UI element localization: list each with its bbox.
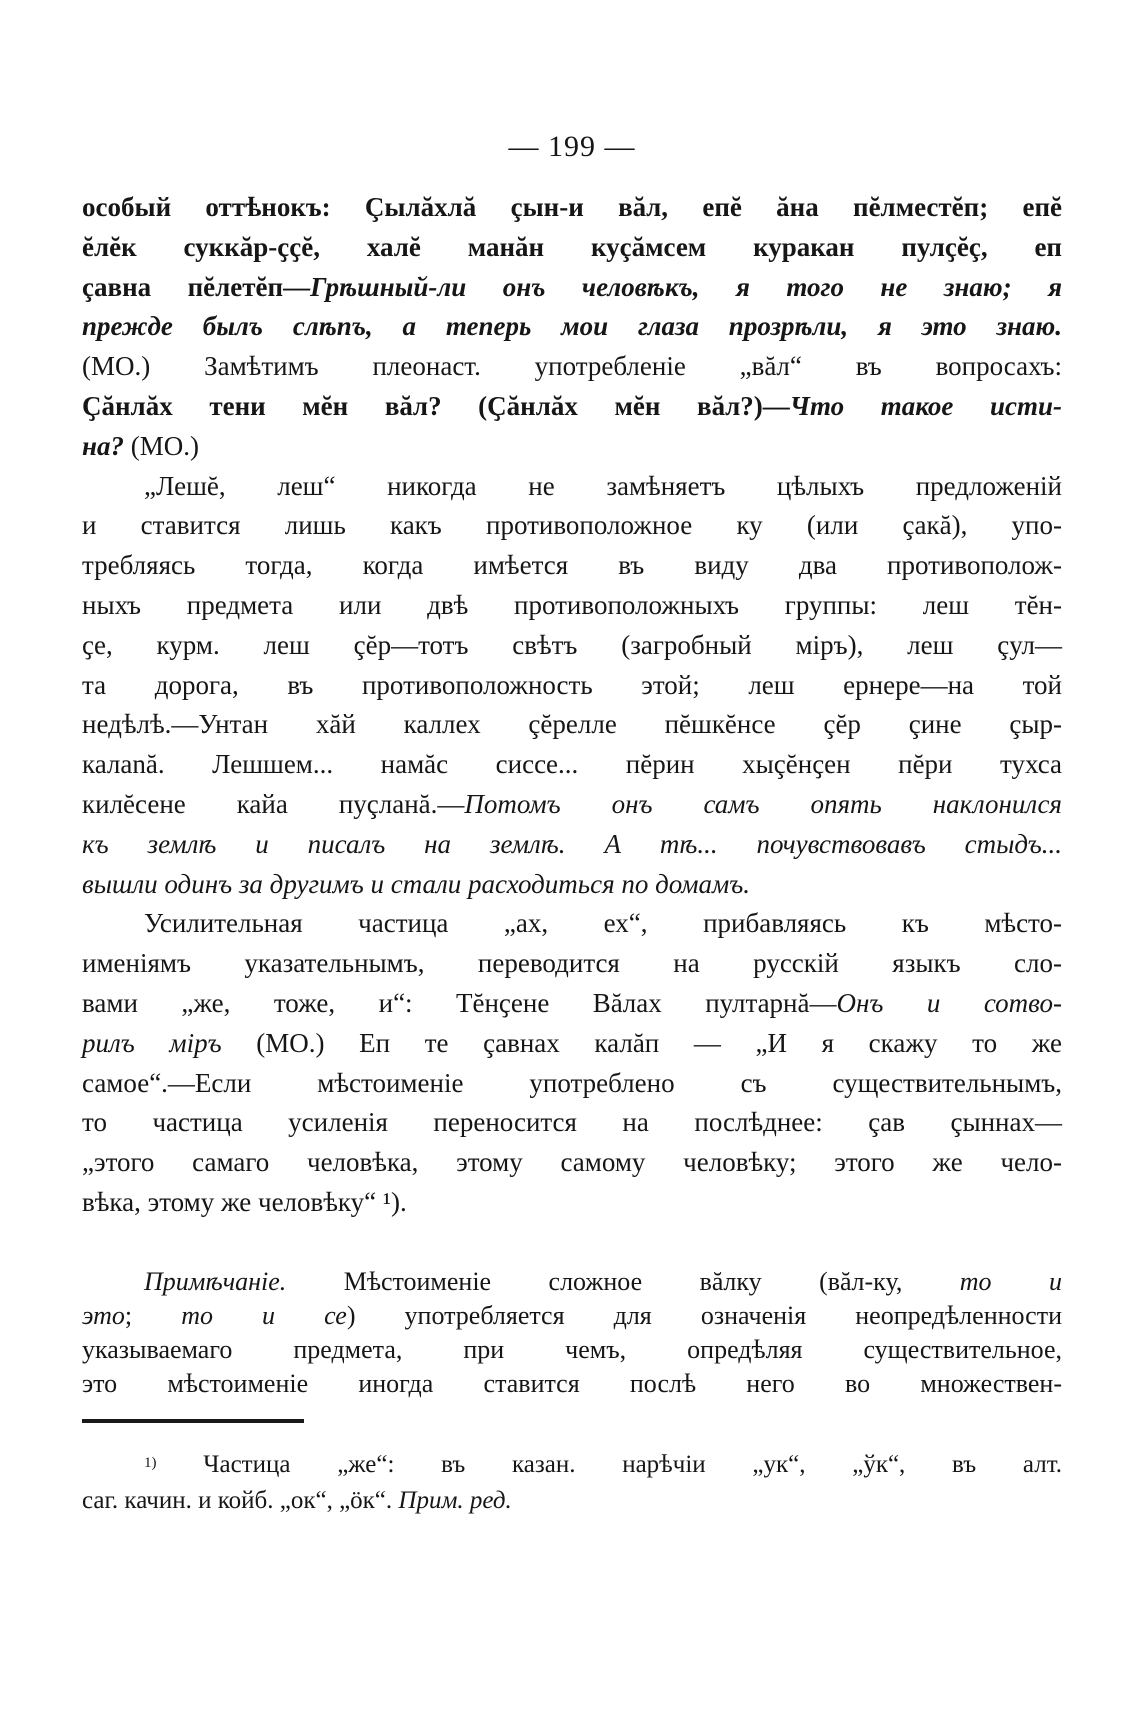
- note-paragraph: [82, 1265, 1062, 1401]
- text-line: самое“.—Если мѣстоименіе употреблено съ существительнымъ,: [82, 1067, 1062, 1098]
- text-run: (МО.): [124, 430, 199, 461]
- text-line: [82, 1265, 1062, 1299]
- footnote-reference[interactable]: ¹).: [376, 1186, 407, 1217]
- text-run: ) употребляется для означенія неопредѣленности: [346, 1300, 1062, 1330]
- text-line: [82, 984, 1062, 1024]
- text-line: ныхъ предмета или двѣ противоположныхъ группы: леш тĕн-: [82, 589, 1062, 620]
- text-line: особый оттѣнокъ: Çылăхлă çын-и вăл, епĕ ăна пĕлместĕп; епĕ: [82, 192, 1062, 222]
- italic-run: рилъ міръ: [82, 1027, 222, 1058]
- text-line: „Лешĕ, леш“ никогда не замѣняетъ цѣлыхъ предложеній: [144, 470, 1062, 501]
- text-line: это мѣстоименіе иногда ставится послѣ него во множествен-: [82, 1368, 1062, 1398]
- text-line: (МО.) Замѣтимъ плеонаст. употребленіе „вăл“ въ вопросахъ:: [82, 351, 1062, 382]
- text-line: указываемаго предмета, при чемъ, опредѣляя существительное,: [82, 1334, 1062, 1364]
- footnote-divider: [82, 1419, 304, 1423]
- italic-run: Прим. ред.: [398, 1486, 512, 1514]
- text-run: (МО.) Еп те çавнах калăп — „И я скажу то же: [221, 1027, 1062, 1058]
- text-line: [82, 1183, 1062, 1223]
- text-line: [82, 785, 1062, 825]
- text-run: Мѣстоименіе сложное вăлку (вăл-ку,: [286, 1266, 960, 1296]
- note-label: Примѣчаніе.: [144, 1266, 287, 1296]
- text-run: çавна пĕлетĕп—: [82, 271, 311, 302]
- text-line: вышли одинъ за другимъ и стали расходиться по домамъ.: [82, 868, 750, 899]
- text-line: ĕлĕк суккăр-ҫҫĕ, халĕ манăн куçăмсем куракан пулҫĕç, еп: [82, 231, 1062, 262]
- footnote: [82, 1447, 1062, 1519]
- text-line: къ землѣ и писалъ на землѣ. А тѣ... почувствовавъ стыдъ...: [82, 828, 1062, 859]
- text-line: требляясь тогда, когда имѣется въ виду два противополож-: [82, 550, 1062, 581]
- italic-run: Онъ и сотво-: [836, 987, 1062, 1018]
- text-run: Ҫăнлăх тени мĕн вăл? (Ҫăнлăх мĕн вăл?)—: [82, 390, 790, 421]
- text-line: [82, 1483, 1062, 1519]
- italic-run: то и се: [181, 1300, 347, 1330]
- text-run: вами „же, тоже, и“: Тĕнҫене Вăлах пултарнă—: [82, 987, 837, 1018]
- text-line: именіямъ указательнымъ, переводится на русскій языкъ сло-: [82, 948, 1062, 979]
- italic-run: Что такое исти-: [789, 390, 1062, 421]
- page-number: — 199 —: [508, 130, 636, 163]
- text-run: вѣка, этому же человѣку“: [82, 1186, 377, 1217]
- page: [82, 130, 1062, 1519]
- text-run: ;: [124, 1300, 182, 1330]
- text-line: [82, 1299, 1062, 1333]
- paragraph-3: [82, 904, 1062, 1222]
- text-line: [82, 1024, 1062, 1064]
- italic-run: на?: [82, 430, 124, 461]
- text-line: та дорога, въ противоположность этой; леш ернере—на той: [82, 669, 1062, 700]
- italic-run: Потомъ онъ самъ опять наклонился: [464, 788, 1062, 819]
- text-line: ҫе, курм. леш çĕр—тотъ свѣтъ (загробный міръ), леш çул—: [82, 629, 1062, 660]
- italic-run: то и: [959, 1266, 1062, 1296]
- text-line: калană. Лешшем... намăс сисcе... пĕрин хыçĕнҫен пĕри тухса: [82, 749, 1062, 780]
- text-line: [82, 387, 1062, 427]
- text-run: саг. качин. и койб. „ок“, „öк“.: [82, 1486, 399, 1514]
- text-line: [82, 268, 1062, 308]
- paragraph-1: [82, 188, 1062, 467]
- text-line: „этого самаго человѣка, этому самому человѣку; этого же чело-: [82, 1147, 1062, 1178]
- text-line: [82, 1447, 1062, 1483]
- text-line: [82, 427, 1062, 467]
- footnote-mark: 1): [144, 1454, 157, 1471]
- text-run: килĕсене кайа пуçланă.—: [82, 788, 465, 819]
- italic-run: это: [82, 1300, 125, 1330]
- text-line: прежде былъ слѣпъ, а теперь мои глаза прозрѣли, я это знаю.: [82, 311, 1062, 342]
- text-run: Частица „же“: въ казан. нарѣчіи „ук“, „ўк“, въ алт.: [156, 1450, 1062, 1478]
- text-line: Усилительная частица „ах, ех“, прибавляясь къ мѣсто-: [144, 908, 1062, 939]
- italic-run: Грѣшный-ли онъ человѣкъ, я того не знаю; я: [310, 271, 1062, 302]
- text-line: недѣлѣ.—Унтан хăй каллех çĕрелле пĕшкĕнсе çĕр çине çыр-: [82, 709, 1062, 740]
- paragraph-2: [82, 467, 1062, 905]
- text-line: и ставится лишь какъ противоположное ку (или çакă), упо-: [82, 510, 1062, 541]
- text-line: то частица усиленія переносится на послѣднее: çав çыннах—: [82, 1107, 1062, 1138]
